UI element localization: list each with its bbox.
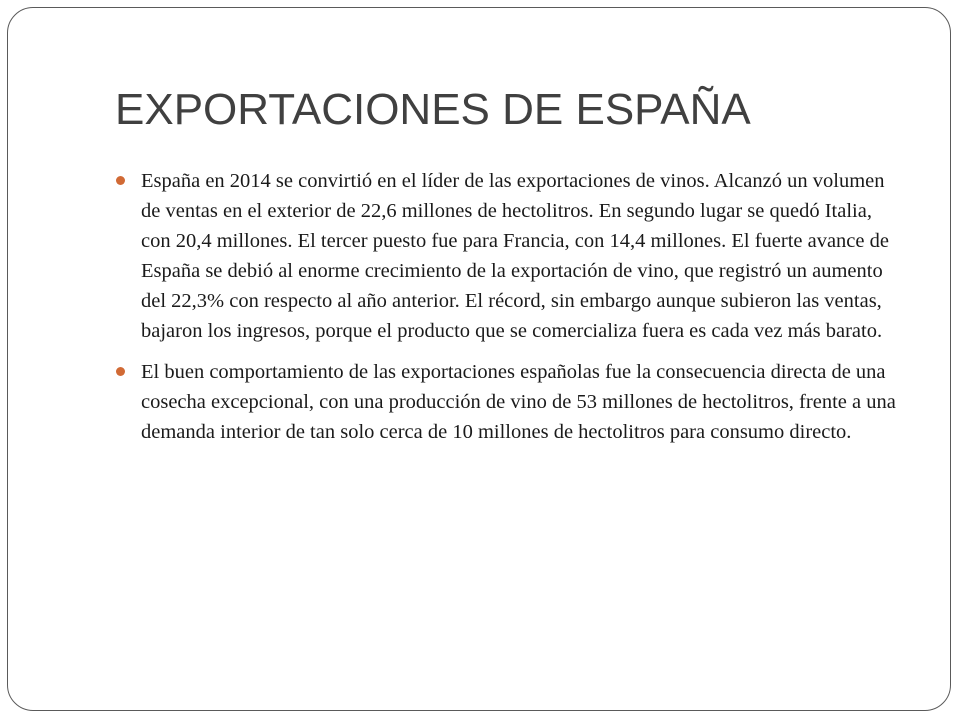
slide-frame — [7, 7, 951, 711]
bullet-text: España en 2014 se convirtió en el líder de las exportaciones de vinos. Alcanzó un volumen de ventas en el exterior de 22,6 millones de hectolitros. En segundo lugar se quedó Italia, con 20,4 millones. El tercer puesto fue para Francia, con 14,4 millones. El fuerte avance de España se debió al enorme crecimiento de la exportación de vino, que registró un aumento del 22,3% con respecto al año anterior. El récord, sin embargo aunque subieron las ventas, bajaron los ingresos, porque el producto que se comercializa fuera es cada vez más barato. — [141, 170, 889, 342]
bullet-item-2 — [115, 357, 905, 447]
bullet-dot-icon — [116, 367, 125, 376]
bullet-dot-icon — [116, 176, 125, 185]
bullet-text: El buen comportamiento de las exportaciones españolas fue la consecuencia directa de una cosecha excepcional, con una producción de vino de 53 millones de hectolitros, frente a una demanda interior de tan solo cerca de 10 millones de hectolitros para consumo directo. — [141, 361, 896, 443]
bullet-item-1 — [115, 166, 905, 346]
slide-title: EXPORTACIONES DE ESPAÑA — [115, 85, 751, 134]
bullet-list — [115, 166, 905, 458]
